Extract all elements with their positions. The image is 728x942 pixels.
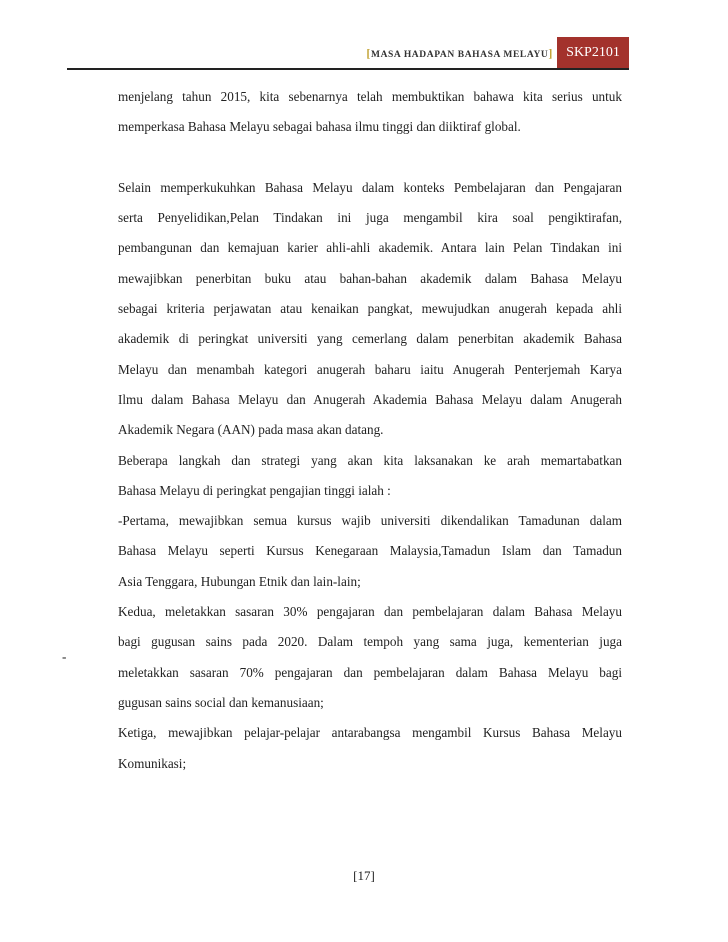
header-divider [67,68,629,70]
header-title [366,46,553,61]
text-line: -Pertama, mewajibkan semua kursus wajib universiti dikendalikan Tamadunan dalam [118,513,622,529]
text-line: Selain memperkukuhkan Bahasa Melayu dalam konteks Pembelajaran dan Pengajaran [118,179,622,195]
text-line: Melayu dan menambah kategori anugerah baharu iaitu Anugerah Penterjemah Karya [118,361,622,377]
document-body [118,82,622,779]
paragraph-1 [118,82,622,143]
text-line: Ketiga, mewajibkan pelajar-pelajar antarabangsa mengambil Kursus Bahasa Melayu [118,725,622,741]
paragraph-2 [118,173,622,446]
text-line: gugusan sains social dan kemanusiaan; [118,694,324,710]
text-line: Bahasa Melayu seperti Kursus Kenegaraan Malaysia,Tamadun Islam dan Tamadun [118,543,622,559]
text-line: akademik di peringkat universiti yang cemerlang dalam penerbitan akademik Bahasa [118,331,622,347]
header-title-text: MASA HADAPAN BAHASA MELAYU [371,50,549,60]
text-line: pembangunan dan kemajuan karier ahli-ahli akademik. Antara lain Pelan Tindakan ini [118,240,622,256]
text-line: Ilmu dalam Bahasa Melayu dan Anugerah Akademia Bahasa Melayu dalam Anugerah [118,391,622,407]
text-line: menjelang tahun 2015, kita sebenarnya telah membuktikan bahawa kita serius untuk [118,89,622,104]
page-number: [17] [353,868,375,883]
list-dash-marker: - [62,649,67,664]
text-line: Beberapa langkah dan strategi yang akan kita laksanakan ke arah memartabatkan [118,452,622,468]
paragraph-4 [118,506,622,597]
text-line: serta Penyelidikan,Pelan Tindakan ini juga mengambil kira soal pengiktirafan, [118,210,622,226]
header-bracket-open: [ [366,46,371,60]
header-bracket-close: ] [548,46,553,60]
text-line: Komunikasi; [118,755,187,771]
text-line: bagi gugusan sains pada 2020. Dalam tempoh yang sama juga, kementerian juga [118,634,622,650]
paragraph-5 [118,597,622,718]
paragraph-3 [118,446,622,507]
text-line: Akademik Negara (AAN) pada masa akan datang. [118,422,384,438]
page-header [0,0,728,70]
text-line: Asia Tenggara, Hubungan Etnik dan lain-lain; [118,573,361,589]
text-line: sebagai kriteria perjawatan atau kenaikan pangkat, mewujudkan anugerah kepada ahli [118,301,622,317]
text-line: meletakkan sasaran 70% pengajaran dan pembelajaran dalam Bahasa Melayu bagi [118,664,622,680]
text-line: memperkasa Bahasa Melayu sebagai bahasa ilmu tinggi dan diiktiraf global. [118,119,521,135]
text-line: Bahasa Melayu di peringkat pengajian tinggi ialah : [118,482,391,498]
text-line: mewajibkan penerbitan buku atau bahan-bahan akademik dalam Bahasa Melayu [118,270,622,286]
course-code-badge: SKP2101 [557,37,629,69]
text-line: Kedua, meletakkan sasaran 30% pengajaran dan pembelajaran dalam Bahasa Melayu [118,604,622,620]
paragraph-6 [118,718,622,779]
